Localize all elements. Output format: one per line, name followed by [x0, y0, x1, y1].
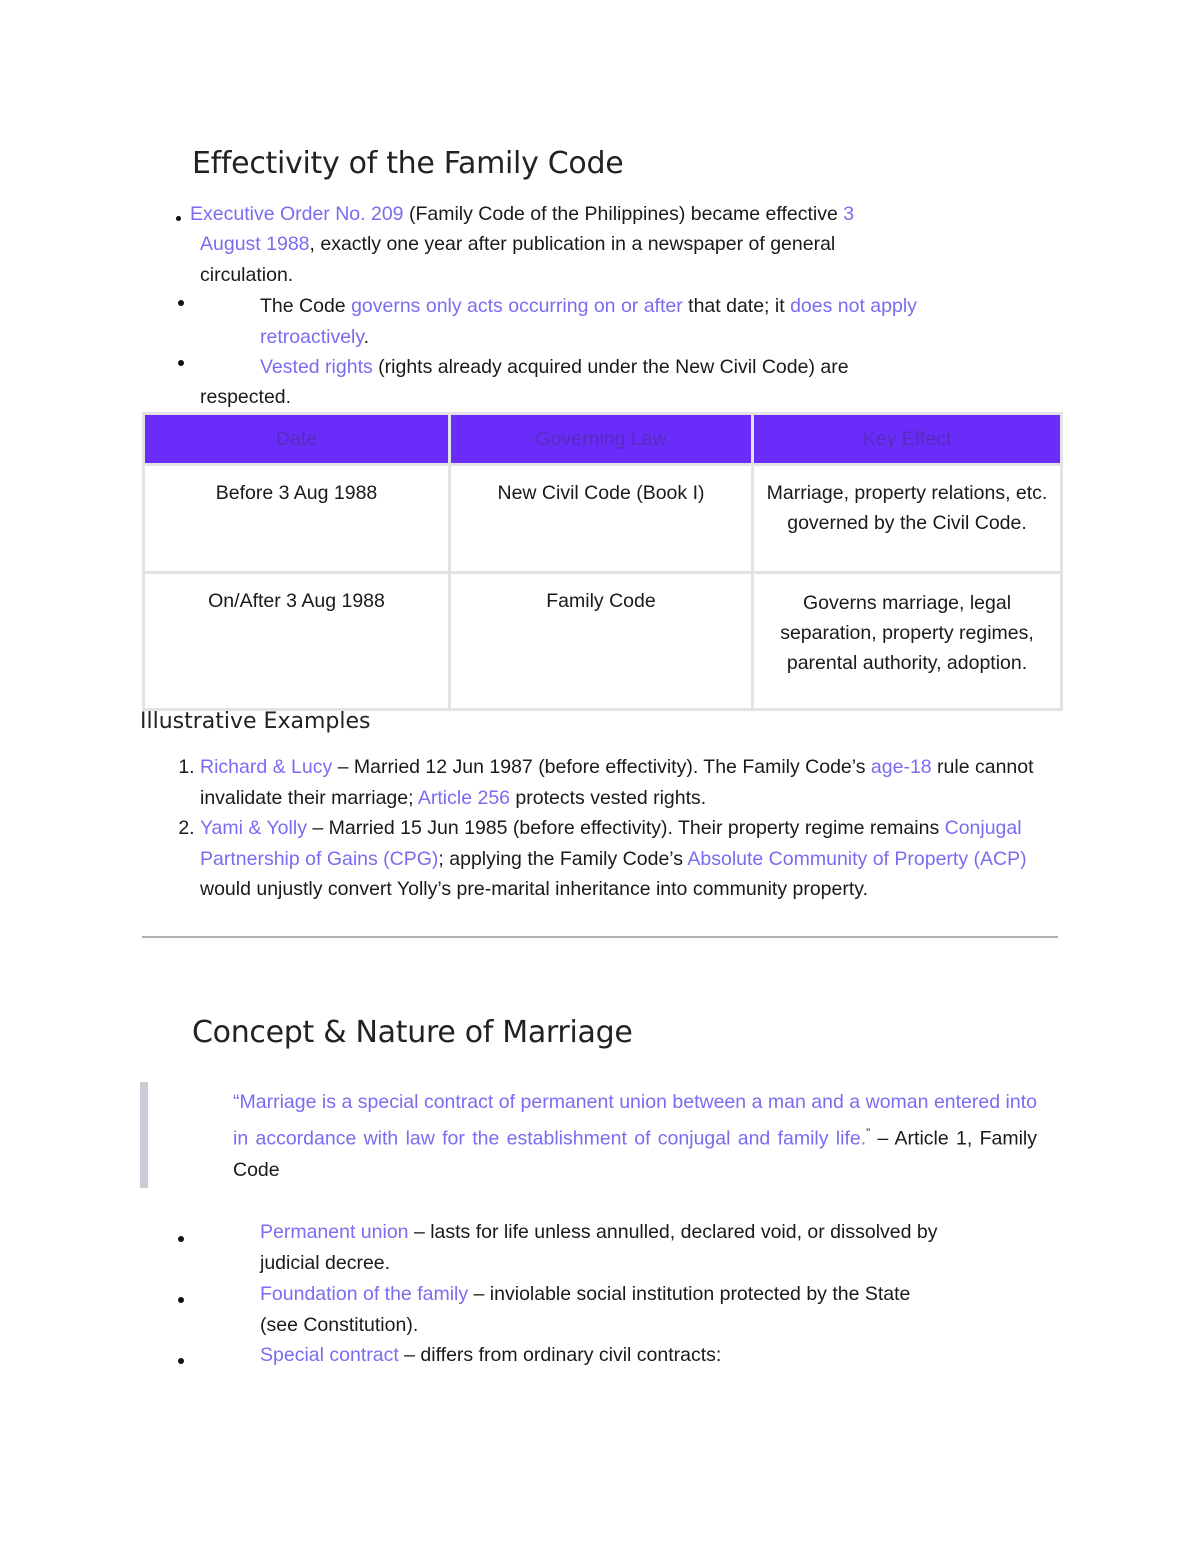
- bullet-executive-order: Executive Order No. 209 (Family Code of the Philippines) became effective 3: [190, 203, 855, 225]
- table-row: [144, 465, 1062, 573]
- section-title-marriage: Concept & Nature of Marriage: [192, 1015, 633, 1050]
- table-header-governing-law: Governing Law: [450, 414, 753, 465]
- bullet-icon: [178, 1358, 184, 1364]
- bullet-icon: [178, 1236, 184, 1242]
- bullet-special-contract: Special contract – differs from ordinary civil contracts:: [260, 1344, 722, 1366]
- table-cell: New Civil Code (Book I): [450, 465, 753, 573]
- bullet-executive-order-cont: August 1988, exactly one year after publication in a newspaper of general circulation.: [200, 233, 836, 286]
- table-cell: Marriage, property relations, etc. governed by the Civil Code.: [753, 465, 1062, 573]
- quote-attribution: Article 1, Family Code: [233, 1127, 1038, 1181]
- list-item: 2. Yami & Yolly – Married 15 Jun 1985 (before effectivity). Their property regime remains Conjugal Partnership of Gains (CPG); applying the Family Code’s Absolute Community of Property (ACP) would unjustly convert Yolly’s pre-marital inheritance into community property.: [200, 813, 1040, 905]
- executive-order-link: Executive Order No. 209: [190, 203, 404, 225]
- blockquote-bar: [140, 1082, 148, 1188]
- table-row: [144, 573, 1062, 710]
- blockquote-article-1: “Marriage is a special contract of permanent union between a man and a woman entered into in accordance with law for the establishment of conjugal and family life.” – Article 1, Family Code: [233, 1091, 1038, 1181]
- table-cell: Before 3 Aug 1988: [144, 465, 450, 573]
- section-title-effectivity: Effectivity of the Family Code: [192, 146, 624, 181]
- bullet-vested-rights: Vested rights (rights already acquired under the New Civil Code) are: [260, 356, 849, 378]
- examples-heading: Illustrative Examples: [140, 709, 371, 734]
- table-header-key-effect: Key Effect: [753, 414, 1062, 465]
- effectivity-table: [142, 412, 1063, 711]
- table-cell: On/After 3 Aug 1988: [144, 573, 450, 710]
- bullet-icon: [178, 300, 184, 306]
- table-cell: Governs marriage, legal separation, property regimes, parental authority, adoption.: [753, 573, 1062, 710]
- table-cell: Family Code: [450, 573, 753, 710]
- list-item: 1. Richard & Lucy – Married 12 Jun 1987 (before effectivity). The Family Code’s age-18 rule cannot invalidate their marriage; Article 256 protects vested rights.: [200, 752, 1040, 813]
- horizontal-divider: [142, 936, 1058, 938]
- bullet-foundation: Foundation of the family – inviolable social institution protected by the State (see Constitution).: [260, 1283, 911, 1336]
- bullet-icon: [176, 216, 181, 221]
- bullet-icon: [178, 360, 184, 366]
- table-header-row: [144, 414, 1062, 465]
- examples-list: [172, 752, 1040, 905]
- bullet-permanent-union: Permanent union – lasts for life unless annulled, declared void, or dissolved by judicial decree.: [260, 1221, 938, 1274]
- table-header-date: Date: [144, 414, 450, 465]
- bullet-icon: [178, 1297, 184, 1303]
- bullet-vested-rights-cont: respected.: [200, 386, 292, 408]
- bullet-governs-only: The Code governs only acts occurring on or after that date; it does not apply retroactively.: [260, 295, 917, 348]
